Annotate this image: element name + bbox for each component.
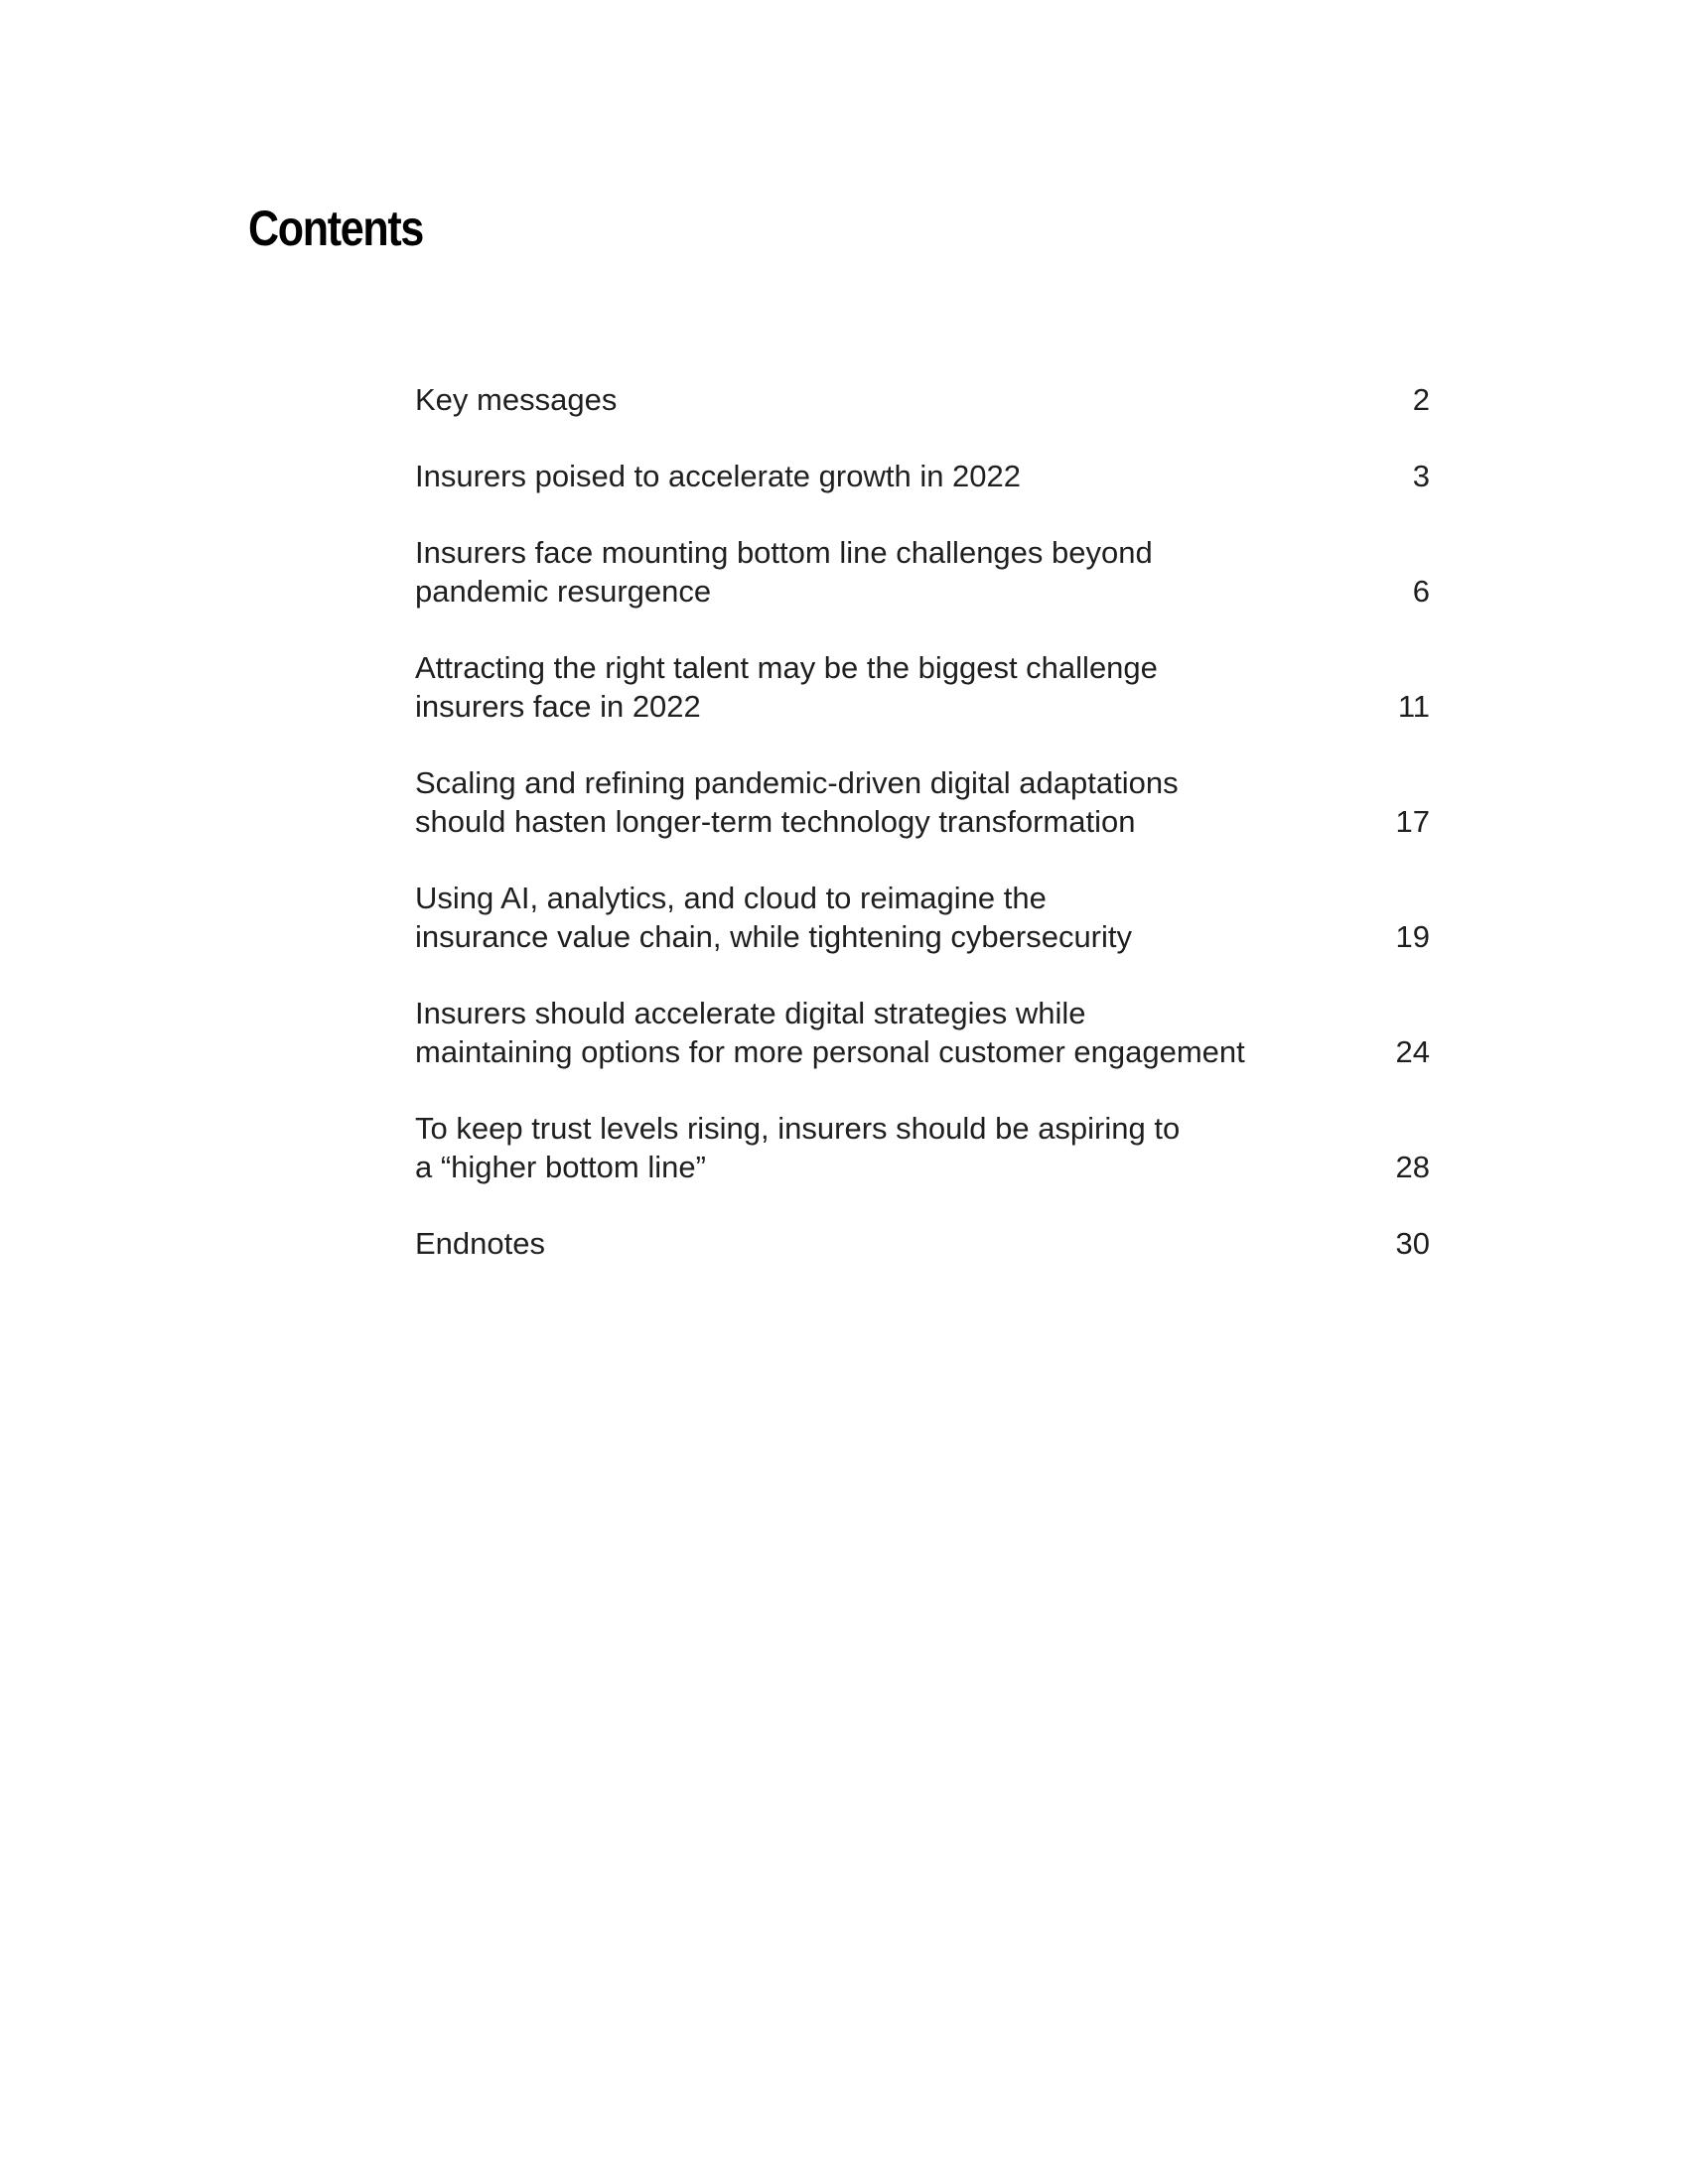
toc-entry-endnotes[interactable] [415,1224,1430,1263]
toc-entry-page-number: 11 [1397,689,1430,724]
toc-entry-page-number: 28 [1395,1150,1430,1184]
toc-entry-page-number: 3 [1412,459,1430,493]
toc-entry-key-messages[interactable] [415,380,1430,419]
toc-entry-title: Key messages [415,382,618,417]
toc-entry-title: Insurers poised to accelerate growth in 2022 [415,459,1022,493]
toc-entry-page-number: 6 [1412,574,1430,609]
toc-entry-title: Scaling and refining pandemic-driven digital adaptations should hasten longer-term technology transformation [415,765,1179,839]
toc-entry-title: Attracting the right talent may be the biggest challenge insurers face in 2022 [415,650,1158,724]
toc-entry-page-number: 2 [1412,382,1430,417]
toc-entry-page-number: 24 [1395,1034,1430,1069]
toc-entry-ai-analytics-cloud[interactable] [415,879,1430,956]
table-of-contents [415,380,1430,1300]
toc-entry-title: Endnotes [415,1226,545,1261]
toc-entry-growth-2022[interactable] [415,457,1430,495]
toc-entry-digital-adaptations[interactable] [415,763,1430,841]
toc-entry-bottom-line-challenges[interactable] [415,533,1430,611]
toc-entry-title: Insurers should accelerate digital strategies while maintaining options for more personal customer engagement [415,996,1245,1069]
toc-entry-title: Using AI, analytics, and cloud to reimagine the insurance value chain, while tightening cybersecurity [415,881,1133,954]
toc-entry-title: Insurers face mounting bottom line challenges beyond pandemic resurgence [415,535,1153,609]
toc-entry-page-number: 30 [1395,1226,1430,1261]
toc-entry-trust-levels[interactable] [415,1109,1430,1186]
page-title: Contents [248,201,424,256]
toc-entry-page-number: 17 [1395,804,1430,839]
toc-entry-digital-strategies[interactable] [415,994,1430,1071]
toc-entry-title: To keep trust levels rising, insurers should be aspiring to a “higher bottom line” [415,1111,1181,1184]
toc-entry-talent[interactable] [415,648,1430,726]
toc-entry-page-number: 19 [1395,919,1430,954]
